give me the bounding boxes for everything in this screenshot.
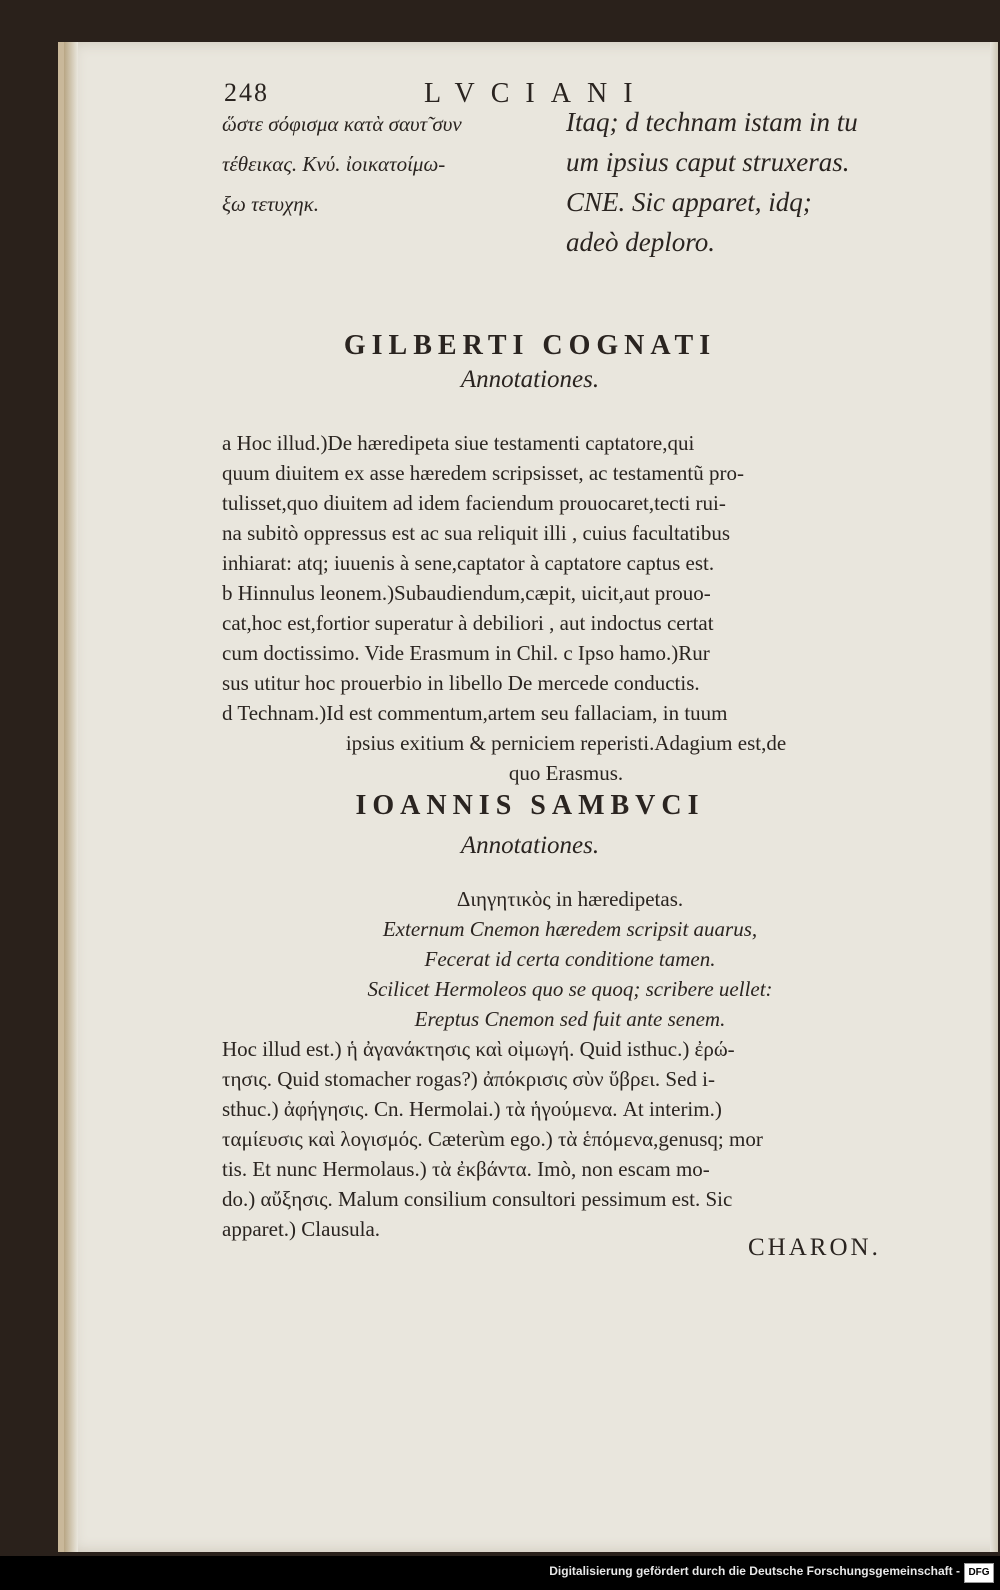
note-line: Hoc illud est.) ἡ ἀγανάκτησις καὶ οἰμωγή. Quid isthuc.) ἐρώ- [222, 1037, 735, 1061]
greek-line: ὥστε σόφισμα κατὰ σαυτ̃ συν [222, 112, 462, 136]
greek-line: τέθεικας. Κνύ. ἰοικατοίμω- [222, 152, 446, 176]
section-subtitle-cognati: Annotationes. [460, 366, 600, 393]
annotation-line: d Technam.)Id est commentum,artem seu fallaciam, in tuum [222, 701, 728, 725]
annotations-cognati [222, 428, 910, 788]
page-edge [990, 42, 998, 1552]
annotations-sambuci [222, 1034, 912, 1244]
funding-credit: Digitalisierung gefördert durch die Deutsche Forschungsgemeinschaft - [549, 1564, 960, 1578]
running-title: LVCIANI [424, 78, 649, 109]
annotation-line: a Hoc illud.)De hæredipeta siue testamenti captatore,qui [222, 431, 695, 455]
verse-line: Fecerat id certa conditione tamen. [424, 947, 716, 971]
section-title-cognati: GILBERTI COGNATI [343, 330, 717, 361]
annotation-line: tulisset,quo diuitem ad idem faciendum prouocaret,tecti rui- [222, 491, 726, 515]
latin-line: adeò deploro. [566, 227, 715, 257]
verse-heading: Διηγητικὸς in hæredipetas. [456, 887, 684, 911]
note-line: τησις. Quid stomacher rogas?) ἀπόκρισις σὺν ὕβρει. Sed i- [222, 1067, 715, 1091]
annotation-line: b Hinnulus leonem.)Subaudiendum,cæpit, uicit,aut prouo- [222, 581, 711, 605]
dfg-logo[interactable]: DFG [964, 1563, 994, 1583]
verse-line: Externum Cnemon hæredem scripsit auarus, [382, 917, 758, 941]
latin-line: Itaq; d technam istam in tu [566, 107, 858, 137]
note-line: ταμίευσις καὶ λογισμός. Cæterùm ego.) τὰ ἑπόμενα,genusq; mor [222, 1127, 763, 1151]
note-line: do.) αὔξησις. Malum consilium consultori pessimum est. Sic [222, 1187, 733, 1211]
latin-text-column [566, 102, 906, 262]
section-subtitle-sambuci: Annotationes. [460, 832, 600, 859]
page-number: 248 [224, 78, 269, 107]
section-title-sambuci: IOANNIS SAMBVCI [355, 790, 705, 821]
verse-line: Ereptus Cnemon sed fuit ante senem. [414, 1007, 726, 1031]
latin-line: CNE. Sic apparet, idq; [566, 187, 812, 217]
annotation-line: sus utitur hoc prouerbio in libello De mercede conductis. [222, 671, 700, 695]
greek-text-column [222, 104, 562, 224]
note-line: tis. Et nunc Hermolaus.) τὰ ἐκβάντα. Imò, non escam mo- [222, 1157, 710, 1181]
catchword: CHARON. [748, 1234, 881, 1261]
verse-block [230, 884, 910, 1034]
annotation-line: ipsius exitium & perniciem reperisti.Adagium est,de [345, 731, 787, 755]
latin-line: um ipsius caput struxeras. [566, 147, 850, 177]
annotation-line: cum doctissimo. Vide Erasmum in Chil. c Ipso hamo.)Rur [222, 641, 710, 665]
verse-line: Scilicet Hermoleos quo se quoq; scribere uellet: [367, 977, 773, 1001]
greek-line: ξω τετυχηκ. [222, 192, 320, 216]
annotation-line: inhiarat: atq; iuuenis à sene,captator à captatore captus est. [222, 551, 715, 575]
annotation-line: quo Erasmus. [508, 761, 624, 785]
page-gutter [64, 42, 78, 1552]
footer-bar [0, 1556, 1000, 1590]
annotation-line: na subitò oppressus est ac sua reliquit illi , cuius facultatibus [222, 521, 730, 545]
annotation-line: quum diuitem ex asse hæredem scripsisset, ac testamentũ pro- [222, 461, 744, 485]
note-line: sthuc.) ἀφήγησις. Cn. Hermolai.) τὰ ἡγούμενα. At interim.) [222, 1097, 722, 1121]
annotation-line: cat,hoc est,fortior superatur à debiliori , aut indoctus certat [222, 611, 714, 635]
note-line: apparet.) Clausula. [222, 1217, 381, 1241]
